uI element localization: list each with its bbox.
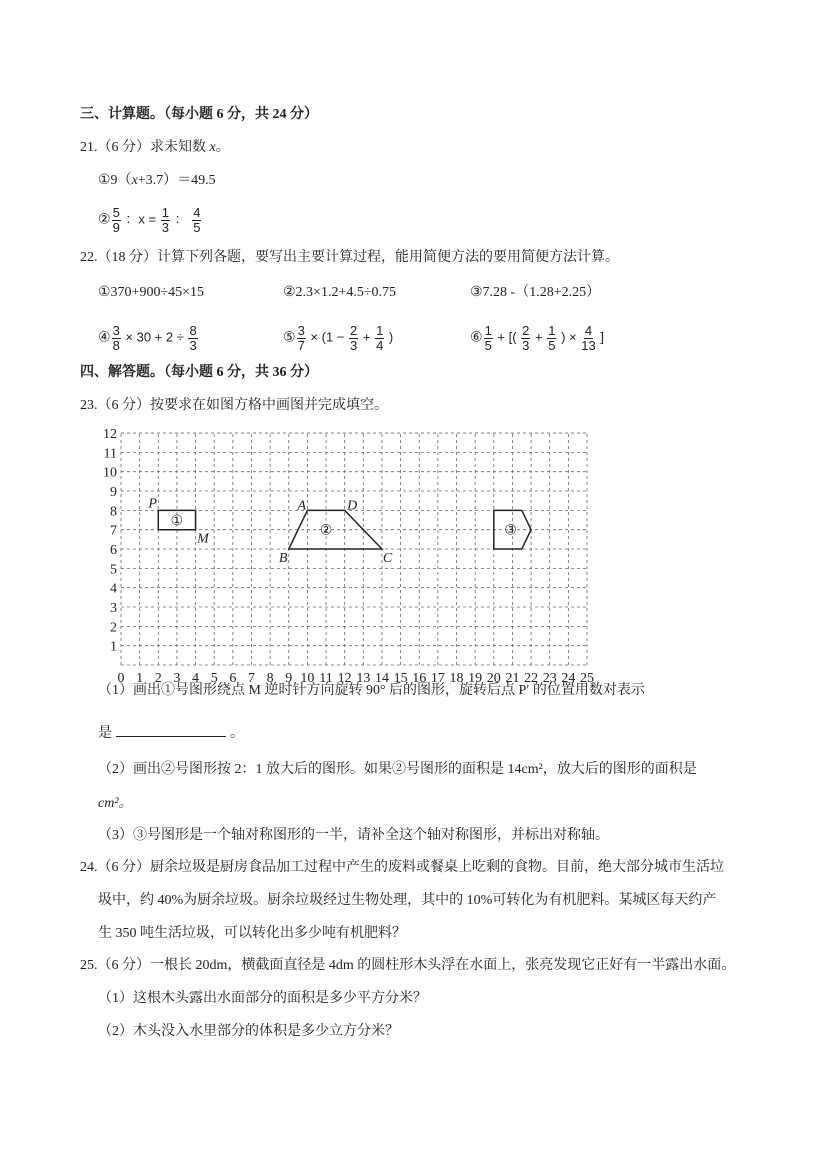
q21-item-1 [98,172,216,190]
answer-blank[interactable] [116,724,226,737]
numerator: 1 [376,323,384,338]
q21-text: 21.（6 分）求未知数 [80,140,210,155]
fraction [521,324,530,353]
y-tick-label: 5 [110,562,117,578]
numerator: 1 [548,323,556,338]
x-tick-label: 19 [468,671,483,686]
variable: x [131,173,138,188]
text: ⑤ [283,330,296,346]
fraction [581,324,595,353]
x-tick-label: 6 [229,671,237,686]
x-tick-label: 22 [524,671,539,686]
y-tick-label: 2 [110,620,117,636]
y-tick-label: 7 [110,523,117,539]
q24-line-1: 24.（6 分）厨余垃圾是厨房食品加工过程中产生的废料或餐桌上吃剩的食物。目前，绝大部分城市生活垃 [80,860,724,875]
question-21-stem [80,139,230,157]
q24-line-3: 生 350 吨生活垃圾，可以转化出多少吨有机肥料？ [98,926,406,941]
denominator: 5 [548,338,556,353]
coordinate-grid [100,420,600,690]
fraction [161,206,170,235]
y-tick-label: 3 [110,601,117,617]
q23-part-3: （3）③号图形是一个轴对称图形的一半，请补全这个轴对称图形，并标出对称轴。 [98,828,609,843]
fraction [112,206,121,235]
x-tick-label: 15 [393,671,408,686]
denominator: 5 [484,338,492,353]
numerator: 1 [484,323,492,338]
q22-item-5 [283,324,393,353]
text: ⑥ [470,330,483,346]
section-3-title: 三、计算题。（每小题 6 分，共 24 分） [80,107,318,122]
point-label: M [197,531,209,547]
math-text: × (1 − [306,329,348,345]
x-tick-label: 20 [486,671,501,686]
math-text: ] [596,329,604,345]
point-label: C [382,550,393,566]
point-label: B [278,550,288,566]
x-tick-label: 3 [173,671,181,686]
fraction [484,324,493,353]
q25-part-2: （2）木头没入水里部分的体积是多少立方分米？ [98,1024,399,1039]
numerator: 1 [161,205,169,220]
math-text: + [359,329,375,345]
y-tick-label: 12 [103,427,117,443]
text: ② [98,212,111,228]
fraction [547,324,556,353]
q22-item-1 [98,284,204,302]
q25-part-1: （1）这根木头露出水面部分的面积是多少平方分米？ [98,991,427,1006]
x-tick-label: 21 [505,671,520,686]
fraction [297,324,306,353]
x-tick-label: 10 [300,671,315,686]
y-tick-label: 1 [110,639,117,655]
q22-item-4 [98,324,199,353]
shape-label: ③ [504,523,517,539]
denominator: 3 [522,338,530,353]
x-tick-label: 24 [561,671,576,686]
shape-label: ① [170,514,184,530]
numerator: 3 [112,323,120,338]
q21-end: 。 [215,140,230,155]
x-tick-label: 18 [449,671,464,686]
y-tick-label: 4 [110,581,117,597]
x-tick-label: 1 [136,671,144,686]
fraction [188,324,197,353]
q25-stem: 25.（6 分）一根长 20dm，横截面直径是 4dm 的圆柱形木头浮在水面上，张亮发现它正好有一半露出水面。 [80,958,736,973]
numerator: 2 [522,323,530,338]
numerator: 4 [584,323,593,338]
math-text: ) × [557,329,581,345]
question-23-stem: 23.（6 分）按要求在如图方格中画图并完成填空。 [80,398,388,413]
denominator: 3 [161,220,169,235]
x-tick-label: 12 [337,671,352,686]
math-text: ) [385,329,394,345]
question-22-stem: 22.（18 分）计算下列各题，要写出主要计算过程，能用简便方法的要用简便方法计算。 [80,250,619,265]
denominator: 9 [112,220,120,235]
q21-item-2 [98,206,202,235]
denominator: 7 [297,338,305,353]
denominator: 3 [189,338,197,353]
fraction [112,324,121,353]
x-tick-label: 23 [542,671,557,686]
math-text: + [( [493,329,521,345]
numerator: 2 [350,323,358,338]
text: +3.7）＝49.5 [137,173,216,188]
q24-line-2: 圾中，约 40%为厨余垃圾。厨余垃圾经过生物处理，其中的 10%可转化为有机肥料。某城区每天约产 [98,893,717,908]
q23-part-1: （1）画出①号图形绕点 M 逆时针方向旋转 90° 后的图形，旋转后点 P′ 的位置用数对表示 [98,683,645,698]
text: ②2.3×1.2+4.5÷0.75 [283,285,397,300]
shape-label: ② [319,523,333,539]
x-tick-label: 5 [210,671,218,686]
point-label: D [347,498,358,514]
math-text: ： [170,211,192,227]
x-tick-label: 14 [374,671,389,686]
point-label: A [297,498,307,514]
x-tick-label: 11 [319,671,333,686]
q23-p1-end: 。 [230,726,244,741]
q21-var: x [209,140,216,155]
q22-item-2 [283,284,396,302]
q23-p1-label: 是 [98,726,112,741]
x-tick-label: 9 [285,671,293,686]
denominator: 3 [350,338,358,353]
q23-part-2: （2）画出②号图形按 2：1 放大后的图形。如果②号图形的面积是 14cm²，放大后的图形的面积是 [98,762,697,777]
denominator: 5 [193,220,201,235]
x-tick-label: 7 [247,671,255,686]
q22-item-3 [470,284,600,302]
denominator: 8 [112,338,120,353]
y-tick-label: 8 [110,504,117,520]
point-label: P [148,496,157,512]
text: ①370+900÷45×15 [98,285,205,300]
y-tick-label: 9 [110,485,117,501]
fraction [375,324,384,353]
x-tick-label: 16 [412,671,427,686]
numerator: 8 [189,323,197,338]
x-tick-label: 25 [580,671,594,686]
numerator: 5 [112,205,120,220]
math-text: + [531,329,547,345]
numerator: 3 [297,323,305,338]
y-tick-label: 10 [103,465,117,481]
text: ①9（ [98,173,132,188]
section-4-title: 四、解答题。（每小题 6 分，共 36 分） [80,365,318,380]
math-text: × 30 + 2 ÷ [121,329,188,345]
denominator: 4 [376,338,384,353]
q23-part-2-unit: cm²。 [98,796,133,811]
numerator: 4 [193,205,201,220]
x-tick-label: 0 [117,671,125,686]
q23-part-1-answer-line [98,724,244,743]
x-tick-label: 17 [430,671,445,686]
fraction [349,324,358,353]
y-tick-label: 6 [110,543,117,559]
q22-item-6 [470,324,604,353]
x-tick-label: 8 [266,671,274,686]
x-tick-label: 2 [154,671,162,686]
y-tick-label: 11 [103,446,117,462]
x-tick-label: 4 [192,671,200,686]
denominator: 13 [581,338,596,353]
text: ④ [98,330,111,346]
text: ③7.28 -（1.28+2.25） [470,285,601,300]
x-tick-label: 13 [356,671,371,686]
math-text: ：x = [121,211,160,227]
fraction [192,206,201,235]
